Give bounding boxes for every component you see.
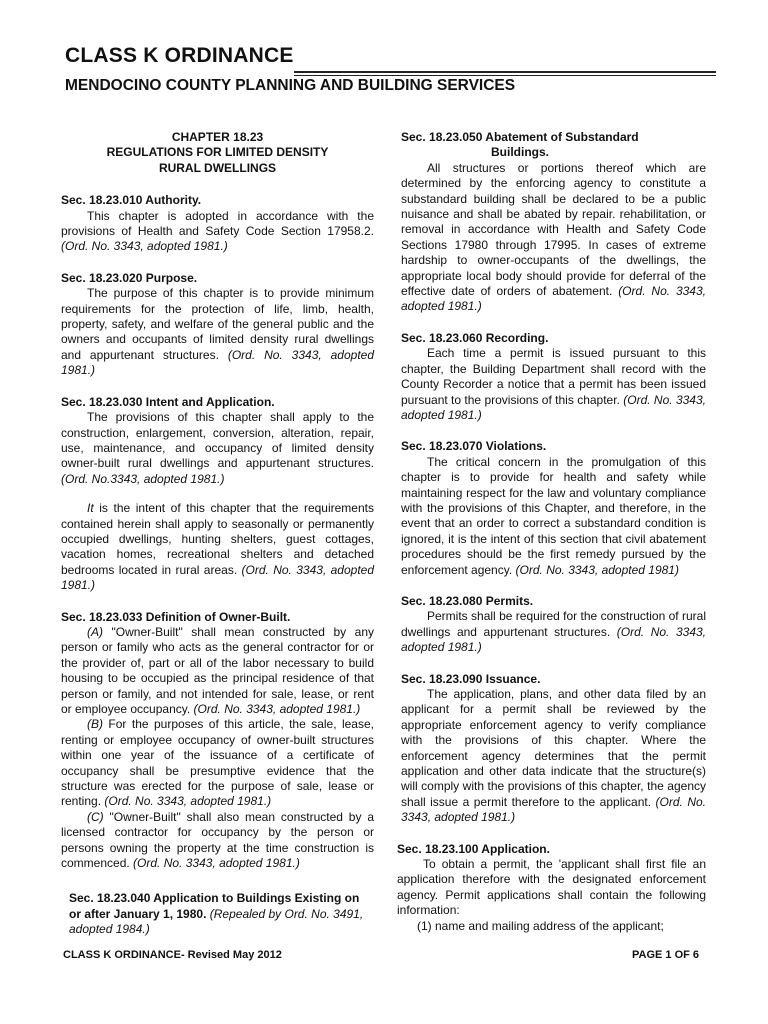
citation: (Ord. No. 3343, adopted 1981.) — [401, 392, 706, 422]
section-text: This chapter is adopted in accordance with the provisions of Health and Safety Code Section 17958.2. — [61, 208, 374, 239]
subsection-label: (B) — [87, 717, 103, 732]
citation: (Ord. No. 3343, adopted 1981.) — [401, 624, 706, 655]
document-subtitle: MENDOCINO COUNTY PLANNING AND BUILDING SERVICES — [65, 77, 516, 94]
subsection-a — [61, 625, 374, 717]
citation: (Ord. No.3343, adopted 1981.) — [61, 471, 225, 486]
section-010 — [61, 193, 374, 255]
subsection-c — [61, 810, 374, 872]
section-040 — [61, 891, 374, 937]
section-heading: Sec. 18.23.100 Application. — [397, 841, 550, 856]
citation: (Ord. No. 3343, adopted 1981.) — [133, 856, 300, 871]
section-heading: Sec. 18.23.050 Abatement of Substandard — [401, 130, 639, 144]
section-080 — [401, 594, 706, 656]
chapter-number: CHAPTER 18.23 — [171, 130, 264, 144]
section-text: All structures or portions thereof which are determined by the enforcing agency to constitute a substandard building shall be declared to be a public nuisance and shall be abated by repair. rehabilitation, or removal in accordance with Health and Safety Code Sections 17980 through 17995. In cases of extreme hardship to owner-occupants of the dwellings, the appropriate local body should provide for deferral of the effective date of orders of abatement. — [401, 160, 706, 299]
citation: (Ord. No. 3343, adopted 1981.) — [401, 794, 706, 825]
section-heading: Sec. 18.23.033 Definition of Owner-Built. — [61, 609, 291, 624]
section-body — [397, 857, 706, 919]
section-body — [401, 687, 706, 826]
section-body — [61, 501, 374, 593]
section-text: The application, plans, and other data filed by an applicant for a permit shall be reviewed by the appropriate enforcement agency to verify compliance with the provisions of this chapter. Where the enforcement agency determines that the permit application and other data indicate that the structure(s) will comply with the provisions of this chapter, the agency shall issue a permit therefore to the applicant. — [401, 687, 706, 809]
header-rule-thick — [294, 71, 716, 73]
footer-revision: CLASS K ORDINANCE- Revised May 2012 — [63, 949, 282, 961]
header-rule-thin — [294, 75, 716, 76]
citation: (Ord. No. 3343, adopted 1981.) — [61, 347, 374, 378]
section-heading: Sec. 18.23.030 Intent and Application. — [61, 394, 275, 409]
section-body — [61, 286, 374, 378]
section-body — [401, 455, 706, 578]
section-text: is the intent of this chapter that the requirements contained herein shall apply to seasonally or permanently occupied dwellings, hunting shelters, guest cottages, vacation homes, recreational shelters and detached bedrooms located in rural areas. — [61, 501, 374, 577]
section-text: Permits shall be required for the construction of rural dwellings and appurtenant structures. — [401, 609, 706, 639]
section-033 — [61, 610, 374, 872]
citation: (Ord. No. 3343, adopted 1981.) — [61, 239, 228, 254]
subsection-label: (A) — [87, 624, 103, 639]
subsection-b — [61, 717, 374, 809]
chapter-title-line2: RURAL DWELLINGS — [158, 160, 277, 175]
chapter-heading — [61, 130, 374, 176]
section-heading: Sec. 18.23.070 Violations. — [401, 439, 547, 454]
section-100 — [397, 842, 706, 934]
chapter-title-line1: REGULATIONS FOR LIMITED DENSITY — [106, 145, 329, 160]
section-text: "Owner-Built" shall mean constructed by any person or family who acts as the general contractor for or the provider of, part or all of the labor necessary to build housing to be occupied as the principal residence of that person or family, and not intended for sale, lease, or rent or employee occupancy. — [61, 624, 374, 716]
section-heading-cont: Buildings. — [491, 145, 549, 160]
section-070 — [401, 439, 706, 578]
citation: (Ord. No. 3343, adopted 1981.) — [104, 794, 272, 809]
citation: (Ord. No. 3343, adopted 1981.) — [61, 562, 374, 593]
section-text: Each time a permit is issued pursuant to this chapter, the Building Department shall record with the County Recorder a notice that a permit has been issued pursuant to the provisions of this chapter. — [401, 346, 706, 407]
section-060 — [401, 331, 706, 423]
citation: (Ord. No. 3343, adopted 1981.) — [193, 702, 361, 716]
section-body — [61, 410, 374, 487]
section-body — [401, 161, 706, 315]
section-text: The critical concern in the promulgation of this chapter is to provide for health and safety while maintaining respect for the law and voluntary compliance with the provisions of this Chapter, and therefore, in the event that an order to correct a substandard condition is ignored, it is the intent of this section that civil abatement procedures should be the first remedy pursued by the enforcement agency. — [401, 454, 706, 577]
footer-page-number: PAGE 1 OF 6 — [632, 949, 700, 961]
citation: (Repealed by Ord. No. 3491, adopted 1984.) — [69, 906, 364, 937]
section-text: For the purposes of this article, the sale, lease, renting or employee occupancy of owner-built structures within one year of the issuance of a certificate of occupancy shall be presumptive evidence that the structure was erected for the purpose of sale, lease or renting. — [61, 717, 374, 809]
section-heading: Sec. 18.23.020 Purpose. — [61, 270, 198, 285]
section-heading: Sec. 18.23.080 Permits. — [401, 593, 534, 608]
section-heading: Sec. 18.23.090 Issuance. — [401, 671, 541, 686]
subsection-label: (C) — [87, 809, 104, 824]
section-text: "Owner-Built" shall also mean constructed by a licensed contractor for occupancy by the person or persons owning the property at the time construction is commenced. — [61, 809, 374, 871]
section-020 — [61, 271, 374, 379]
section-text: The purpose of this chapter is to provide minimum requirements for the protection of life, limb, health, property, safety, and welfare of the general public and the owners and occupants of limited density rural dwellings and appurtenant structures. — [61, 286, 374, 362]
section-body — [401, 346, 706, 423]
section-050 — [401, 130, 706, 315]
left-column — [61, 130, 374, 954]
document-title: CLASS K ORDINANCE — [65, 44, 294, 67]
citation: (Ord. No. 3343, adopted 1981) — [515, 562, 679, 577]
italic-word: It — [87, 501, 94, 516]
right-column — [397, 130, 706, 950]
section-030 — [61, 395, 374, 594]
section-text: The provisions of this chapter shall apply to the construction, enlargement, conversion, alteration, repair, use, maintenance, and occupancy of limited density owner-built rural dwellings and appurtenant structures. — [61, 410, 374, 471]
citation: (Ord. No. 3343, adopted 1981.) — [401, 284, 706, 314]
section-body — [401, 609, 706, 655]
list-item: (1) name and mailing address of the applicant; — [417, 918, 664, 933]
section-text: To obtain a permit, the 'applicant shall first file an application therefore with the designated enforcement agency. Permit applications shall contain the following information: — [397, 857, 706, 918]
section-090 — [401, 672, 706, 826]
section-heading: Sec. 18.23.060 Recording. — [401, 330, 549, 345]
section-body — [61, 209, 374, 255]
section-body — [69, 891, 374, 937]
section-heading: Sec. 18.23.010 Authority. — [61, 193, 202, 208]
section-heading: Sec. 18.23.040 Application to Buildings Existing on or after January 1, 1980. — [69, 891, 360, 921]
